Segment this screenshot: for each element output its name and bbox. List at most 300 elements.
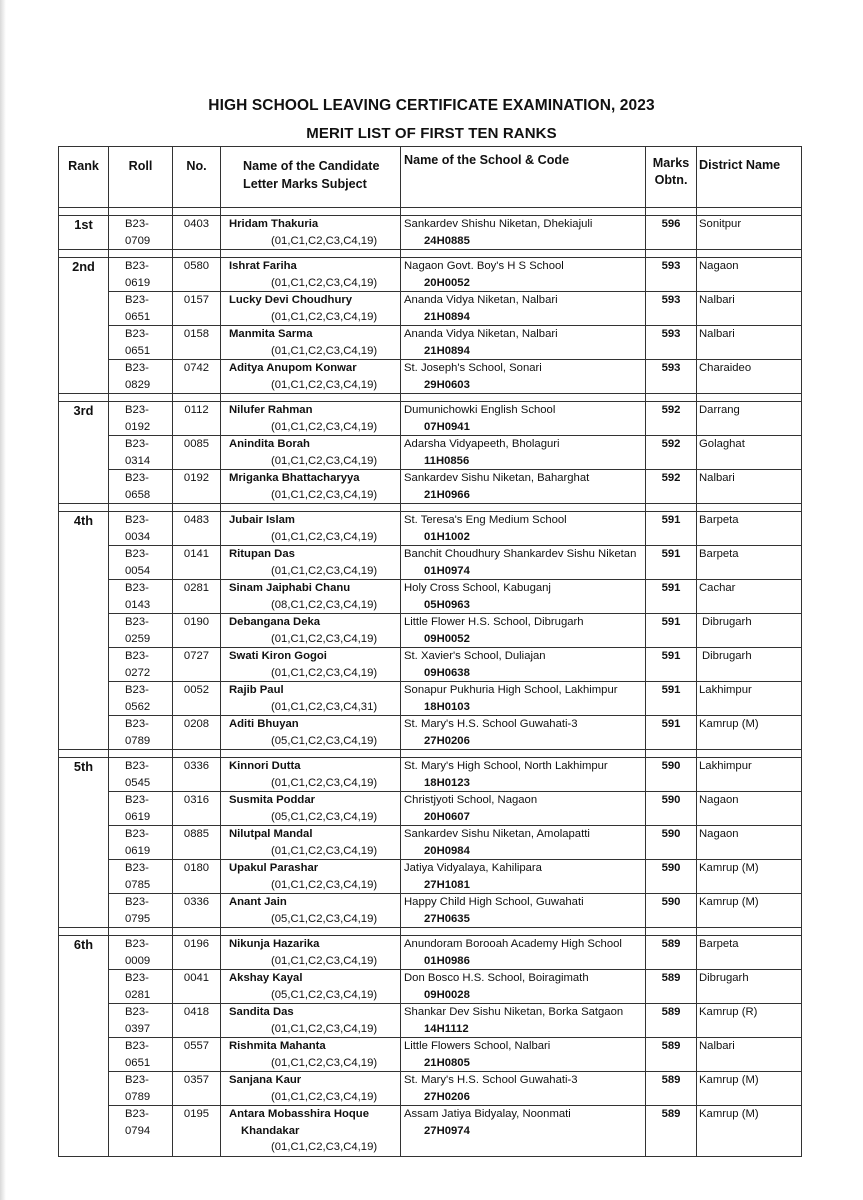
spacer-cell bbox=[401, 208, 646, 216]
candidate-name: Rajib Paul bbox=[229, 684, 284, 696]
school-name: Ananda Vidya Niketan, Nalbari bbox=[404, 294, 558, 306]
table-row bbox=[59, 546, 802, 580]
spacer-cell bbox=[401, 250, 646, 258]
number-cell: 0195 bbox=[173, 1106, 221, 1157]
spacer-cell bbox=[646, 750, 697, 758]
school-name: Sankardev Sishu Niketan, Baharghat bbox=[404, 472, 590, 484]
table-row bbox=[59, 580, 802, 614]
number-cell: 0141 bbox=[173, 546, 221, 580]
candidate-subjects: (01,C1,C2,C3,C4,19) bbox=[271, 878, 378, 891]
marks-cell: 593 bbox=[646, 360, 697, 394]
school-code: 18H0103 bbox=[424, 700, 470, 713]
spacer-cell bbox=[59, 750, 109, 758]
table-row bbox=[59, 826, 802, 860]
candidate-name: Sanjana Kaur bbox=[229, 1074, 302, 1086]
number-cell: 0316 bbox=[173, 792, 221, 826]
district-cell: Nalbari bbox=[697, 326, 802, 360]
table-row bbox=[59, 470, 802, 504]
number-cell: 0357 bbox=[173, 1072, 221, 1106]
candidate-name: Nilufer Rahman bbox=[229, 404, 313, 416]
candidate-cell bbox=[221, 1038, 401, 1072]
spacer-cell bbox=[697, 250, 802, 258]
number-cell: 0336 bbox=[173, 894, 221, 928]
district-cell: Kamrup (M) bbox=[697, 1072, 802, 1106]
school-code: 27H0206 bbox=[424, 734, 470, 747]
school-code: 18H0123 bbox=[424, 776, 470, 789]
school-code: 20H0984 bbox=[424, 844, 470, 857]
candidate-cell bbox=[221, 648, 401, 682]
school-code: 21H0966 bbox=[424, 488, 470, 501]
school-code: 20H0052 bbox=[424, 276, 470, 289]
marks-cell: 589 bbox=[646, 1004, 697, 1038]
spacer-cell bbox=[173, 250, 221, 258]
group-spacer-row bbox=[59, 504, 802, 512]
school-cell bbox=[401, 1038, 646, 1072]
spacer-cell bbox=[173, 750, 221, 758]
school-name: Don Bosco H.S. School, Boiragimath bbox=[404, 972, 589, 984]
roll-cell: B23-0009 bbox=[109, 936, 173, 970]
roll-cell: B23-0651 bbox=[109, 1038, 173, 1072]
spacer-cell bbox=[401, 504, 646, 512]
marks-cell: 589 bbox=[646, 1038, 697, 1072]
candidate-name: Anindita Borah bbox=[229, 438, 310, 450]
candidate-name: Rishmita Mahanta bbox=[229, 1040, 326, 1052]
school-cell bbox=[401, 758, 646, 792]
candidate-name: Ishrat Fariha bbox=[229, 260, 297, 272]
rank-cell: 1st bbox=[59, 216, 109, 250]
candidate-cell bbox=[221, 970, 401, 1004]
number-cell: 0281 bbox=[173, 580, 221, 614]
spacer-cell bbox=[221, 208, 401, 216]
table-row bbox=[59, 716, 802, 750]
candidate-subjects: (05,C1,C2,C3,C4,19) bbox=[271, 988, 378, 1001]
marks-cell: 592 bbox=[646, 470, 697, 504]
marks-cell: 593 bbox=[646, 258, 697, 292]
rank-cell: 5th bbox=[59, 758, 109, 928]
candidate-name: Jubair Islam bbox=[229, 514, 295, 526]
merit-table bbox=[58, 146, 802, 1157]
candidate-name: Lucky Devi Choudhury bbox=[229, 294, 353, 306]
header-district: District Name bbox=[697, 147, 802, 208]
candidate-subjects: (01,C1,C2,C3,C4,19) bbox=[271, 666, 378, 679]
candidate-name: Sandita Das bbox=[229, 1006, 294, 1018]
spacer-cell bbox=[109, 208, 173, 216]
candidate-subjects: (05,C1,C2,C3,C4,19) bbox=[271, 734, 378, 747]
marks-cell: 589 bbox=[646, 1106, 697, 1157]
district-cell: Kamrup (M) bbox=[697, 1106, 802, 1157]
school-cell bbox=[401, 292, 646, 326]
candidate-cell bbox=[221, 716, 401, 750]
candidate-name: Debangana Deka bbox=[229, 616, 321, 628]
candidate-cell bbox=[221, 360, 401, 394]
school-name: Ananda Vidya Niketan, Nalbari bbox=[404, 328, 558, 340]
candidate-name: Nilutpal Mandal bbox=[229, 828, 313, 840]
marks-cell: 589 bbox=[646, 970, 697, 1004]
district-cell: Barpeta bbox=[697, 546, 802, 580]
district-cell: Darrang bbox=[697, 402, 802, 436]
roll-cell: B23-0619 bbox=[109, 826, 173, 860]
roll-cell: B23-0651 bbox=[109, 292, 173, 326]
number-cell: 0885 bbox=[173, 826, 221, 860]
candidate-subjects: (01,C1,C2,C3,C4,31) bbox=[271, 700, 378, 713]
table-row bbox=[59, 402, 802, 436]
spacer-cell bbox=[221, 928, 401, 936]
school-cell bbox=[401, 402, 646, 436]
candidate-subjects: (01,C1,C2,C3,C4,19) bbox=[271, 1090, 378, 1103]
candidate-subjects: (01,C1,C2,C3,C4,19) bbox=[271, 344, 378, 357]
spacer-cell bbox=[646, 928, 697, 936]
number-cell: 0157 bbox=[173, 292, 221, 326]
number-cell: 0158 bbox=[173, 326, 221, 360]
group-spacer-row bbox=[59, 208, 802, 216]
candidate-cell bbox=[221, 470, 401, 504]
group-spacer-row bbox=[59, 250, 802, 258]
candidate-cell bbox=[221, 792, 401, 826]
candidate-cell bbox=[221, 546, 401, 580]
table-row bbox=[59, 648, 802, 682]
district-cell: Nalbari bbox=[697, 1038, 802, 1072]
header-candidate bbox=[221, 147, 401, 208]
school-code: 01H1002 bbox=[424, 530, 470, 543]
candidate-name: Sinam Jaiphabi Chanu bbox=[229, 582, 351, 594]
spacer-cell bbox=[401, 750, 646, 758]
header-marks-line2: Obtn. bbox=[654, 173, 688, 187]
spacer-cell bbox=[697, 394, 802, 402]
school-cell bbox=[401, 792, 646, 826]
candidate-cell bbox=[221, 614, 401, 648]
school-name: St. Xavier's School, Duliajan bbox=[404, 650, 546, 662]
roll-cell: B23-0192 bbox=[109, 402, 173, 436]
header-candidate-line2: Letter Marks Subject bbox=[243, 177, 367, 191]
spacer-cell bbox=[173, 504, 221, 512]
roll-cell: B23-0794 bbox=[109, 1106, 173, 1157]
school-name: Happy Child High School, Guwahati bbox=[404, 896, 584, 908]
school-cell bbox=[401, 436, 646, 470]
marks-cell: 591 bbox=[646, 648, 697, 682]
school-cell bbox=[401, 1072, 646, 1106]
candidate-name-cont: Khandakar bbox=[241, 1124, 300, 1137]
school-cell bbox=[401, 648, 646, 682]
spacer-cell bbox=[59, 250, 109, 258]
candidate-subjects: (01,C1,C2,C3,C4,19) bbox=[271, 310, 378, 323]
spacer-cell bbox=[646, 250, 697, 258]
candidate-subjects: (01,C1,C2,C3,C4,19) bbox=[271, 378, 378, 391]
school-code: 01H0986 bbox=[424, 954, 470, 967]
number-cell: 0041 bbox=[173, 970, 221, 1004]
school-name: Holy Cross School, Kabuganj bbox=[404, 582, 551, 594]
candidate-cell bbox=[221, 1106, 401, 1157]
district-cell: Barpeta bbox=[697, 936, 802, 970]
school-name: Assam Jatiya Bidyalay, Noonmati bbox=[404, 1108, 571, 1120]
candidate-name: Antara Mobasshira Hoque bbox=[229, 1108, 369, 1120]
candidate-cell bbox=[221, 894, 401, 928]
marks-cell: 590 bbox=[646, 860, 697, 894]
number-cell: 0208 bbox=[173, 716, 221, 750]
candidate-subjects: (05,C1,C2,C3,C4,19) bbox=[271, 810, 378, 823]
header-roll: Roll bbox=[109, 147, 173, 208]
table-row bbox=[59, 1038, 802, 1072]
number-cell: 0196 bbox=[173, 936, 221, 970]
spacer-cell bbox=[221, 394, 401, 402]
school-name: Sonapur Pukhuria High School, Lakhimpur bbox=[404, 684, 618, 696]
roll-cell: B23-0272 bbox=[109, 648, 173, 682]
number-cell: 0483 bbox=[173, 512, 221, 546]
spacer-cell bbox=[697, 928, 802, 936]
number-cell: 0192 bbox=[173, 470, 221, 504]
school-cell bbox=[401, 970, 646, 1004]
school-name: Christjyoti School, Nagaon bbox=[404, 794, 538, 806]
school-code: 09H0028 bbox=[424, 988, 470, 1001]
school-cell bbox=[401, 216, 646, 250]
candidate-name: Nikunja Hazarika bbox=[229, 938, 320, 950]
number-cell: 0052 bbox=[173, 682, 221, 716]
header-rank: Rank bbox=[59, 147, 109, 208]
school-name: Nagaon Govt. Boy's H S School bbox=[404, 260, 564, 272]
school-cell bbox=[401, 580, 646, 614]
district-cell: Dibrugarh bbox=[697, 648, 802, 682]
spacer-cell bbox=[173, 394, 221, 402]
candidate-cell bbox=[221, 580, 401, 614]
roll-cell: B23-0034 bbox=[109, 512, 173, 546]
table-row bbox=[59, 1004, 802, 1038]
page-title: HIGH SCHOOL LEAVING CERTIFICATE EXAMINATION, 2023 bbox=[208, 97, 655, 114]
table-row bbox=[59, 1106, 802, 1157]
spacer-cell bbox=[697, 208, 802, 216]
table-row bbox=[59, 512, 802, 546]
district-cell: Dibrugarh bbox=[697, 614, 802, 648]
school-name: St. Mary's High School, North Lakhimpur bbox=[404, 760, 608, 772]
candidate-cell bbox=[221, 936, 401, 970]
spacer-cell bbox=[697, 750, 802, 758]
candidate-cell bbox=[221, 682, 401, 716]
district-cell: Kamrup (M) bbox=[697, 860, 802, 894]
district-cell: Sonitpur bbox=[697, 216, 802, 250]
marks-cell: 592 bbox=[646, 436, 697, 470]
candidate-name: Akshay Kayal bbox=[229, 972, 303, 984]
roll-cell: B23-0789 bbox=[109, 716, 173, 750]
school-code: 01H0974 bbox=[424, 564, 470, 577]
school-code: 21H0894 bbox=[424, 310, 470, 323]
school-cell bbox=[401, 1106, 646, 1157]
school-cell bbox=[401, 360, 646, 394]
spacer-cell bbox=[109, 250, 173, 258]
school-name: Banchit Choudhury Shankardev Sishu Niketan bbox=[404, 548, 637, 560]
district-cell: Barpeta bbox=[697, 512, 802, 546]
roll-cell: B23-0795 bbox=[109, 894, 173, 928]
candidate-subjects: (01,C1,C2,C3,C4,19) bbox=[271, 488, 378, 501]
group-spacer-row bbox=[59, 928, 802, 936]
candidate-subjects: (01,C1,C2,C3,C4,19) bbox=[271, 454, 378, 467]
roll-cell: B23-0658 bbox=[109, 470, 173, 504]
school-cell bbox=[401, 826, 646, 860]
candidate-subjects: (01,C1,C2,C3,C4,19) bbox=[271, 1022, 378, 1035]
candidate-subjects: (01,C1,C2,C3,C4,19) bbox=[271, 530, 378, 543]
school-code: 11H0856 bbox=[424, 454, 470, 467]
school-name: St. Joseph's School, Sonari bbox=[404, 362, 542, 374]
rank-cell: 2nd bbox=[59, 258, 109, 394]
number-cell: 0112 bbox=[173, 402, 221, 436]
candidate-name: Ritupan Das bbox=[229, 548, 295, 560]
number-cell: 0403 bbox=[173, 216, 221, 250]
candidate-cell bbox=[221, 402, 401, 436]
school-name: Jatiya Vidyalaya, Kahilipara bbox=[404, 862, 542, 874]
spacer-cell bbox=[646, 208, 697, 216]
school-code: 07H0941 bbox=[424, 420, 470, 433]
spacer-cell bbox=[221, 250, 401, 258]
table-row bbox=[59, 292, 802, 326]
rank-cell: 4th bbox=[59, 512, 109, 750]
number-cell: 0580 bbox=[173, 258, 221, 292]
roll-cell: B23-0545 bbox=[109, 758, 173, 792]
candidate-subjects: (01,C1,C2,C3,C4,19) bbox=[271, 420, 378, 433]
candidate-name: Aditya Anupom Konwar bbox=[229, 362, 357, 374]
marks-cell: 589 bbox=[646, 936, 697, 970]
roll-cell: B23-0789 bbox=[109, 1072, 173, 1106]
roll-cell: B23-0143 bbox=[109, 580, 173, 614]
candidate-cell bbox=[221, 758, 401, 792]
number-cell: 0180 bbox=[173, 860, 221, 894]
table-row bbox=[59, 436, 802, 470]
roll-cell: B23-0829 bbox=[109, 360, 173, 394]
candidate-cell bbox=[221, 258, 401, 292]
table-row bbox=[59, 936, 802, 970]
school-name: Anundoram Borooah Academy High School bbox=[404, 938, 622, 950]
candidate-name: Anant Jain bbox=[229, 896, 287, 908]
candidate-subjects: (01,C1,C2,C3,C4,19) bbox=[271, 564, 378, 577]
candidate-cell bbox=[221, 860, 401, 894]
candidate-subjects: (01,C1,C2,C3,C4,19) bbox=[271, 954, 378, 967]
marks-cell: 590 bbox=[646, 894, 697, 928]
spacer-cell bbox=[646, 504, 697, 512]
school-code: 27H1081 bbox=[424, 878, 470, 891]
header-marks bbox=[646, 147, 697, 208]
school-code: 09H0052 bbox=[424, 632, 470, 645]
table-body bbox=[59, 208, 802, 1157]
school-cell bbox=[401, 546, 646, 580]
rank-cell: 6th bbox=[59, 936, 109, 1157]
spacer-cell bbox=[646, 394, 697, 402]
district-cell: Cachar bbox=[697, 580, 802, 614]
header-candidate-line1: Name of the Candidate bbox=[243, 159, 380, 173]
number-cell: 0418 bbox=[173, 1004, 221, 1038]
marks-cell: 590 bbox=[646, 758, 697, 792]
number-cell: 0336 bbox=[173, 758, 221, 792]
marks-cell: 589 bbox=[646, 1072, 697, 1106]
roll-cell: B23-0619 bbox=[109, 792, 173, 826]
school-code: 27H0635 bbox=[424, 912, 470, 925]
number-cell: 0557 bbox=[173, 1038, 221, 1072]
school-name: St. Teresa's Eng Medium School bbox=[404, 514, 567, 526]
marks-cell: 593 bbox=[646, 292, 697, 326]
roll-cell: B23-0651 bbox=[109, 326, 173, 360]
table-row bbox=[59, 326, 802, 360]
school-code: 27H0974 bbox=[424, 1124, 470, 1137]
district-cell: Nagaon bbox=[697, 826, 802, 860]
table-row bbox=[59, 258, 802, 292]
candidate-name: Hridam Thakuria bbox=[229, 218, 319, 230]
spacer-cell bbox=[173, 208, 221, 216]
table-row bbox=[59, 792, 802, 826]
candidate-name: Kinnori Dutta bbox=[229, 760, 301, 772]
spacer-cell bbox=[59, 208, 109, 216]
candidate-subjects: (05,C1,C2,C3,C4,19) bbox=[271, 912, 378, 925]
candidate-cell bbox=[221, 1004, 401, 1038]
roll-cell: B23-0785 bbox=[109, 860, 173, 894]
marks-cell: 596 bbox=[646, 216, 697, 250]
header-no: No. bbox=[173, 147, 221, 208]
school-code: 21H0894 bbox=[424, 344, 470, 357]
table-row bbox=[59, 360, 802, 394]
marks-cell: 590 bbox=[646, 792, 697, 826]
school-cell bbox=[401, 716, 646, 750]
number-cell: 0727 bbox=[173, 648, 221, 682]
school-code: 27H0206 bbox=[424, 1090, 470, 1103]
school-name: Little Flower H.S. School, Dibrugarh bbox=[404, 616, 584, 628]
school-cell bbox=[401, 614, 646, 648]
spacer-cell bbox=[109, 504, 173, 512]
candidate-name: Swati Kiron Gogoi bbox=[229, 650, 327, 662]
marks-cell: 592 bbox=[646, 402, 697, 436]
marks-cell: 591 bbox=[646, 716, 697, 750]
school-cell bbox=[401, 512, 646, 546]
table-row bbox=[59, 894, 802, 928]
district-cell: Lakhimpur bbox=[697, 758, 802, 792]
candidate-cell bbox=[221, 512, 401, 546]
district-cell: Dibrugarh bbox=[697, 970, 802, 1004]
school-name: St. Mary's H.S. School Guwahati-3 bbox=[404, 718, 578, 730]
school-cell bbox=[401, 1004, 646, 1038]
rank-cell: 3rd bbox=[59, 402, 109, 504]
school-cell bbox=[401, 936, 646, 970]
school-name: Sankardev Sishu Niketan, Amolapatti bbox=[404, 828, 590, 840]
district-cell: Nagaon bbox=[697, 258, 802, 292]
number-cell: 0085 bbox=[173, 436, 221, 470]
candidate-subjects: (01,C1,C2,C3,C4,19) bbox=[271, 776, 378, 789]
roll-cell: B23-0314 bbox=[109, 436, 173, 470]
roll-cell: B23-0281 bbox=[109, 970, 173, 1004]
spacer-cell bbox=[697, 504, 802, 512]
candidate-subjects: (08,C1,C2,C3,C4,19) bbox=[271, 598, 378, 611]
table-row bbox=[59, 970, 802, 1004]
school-name: Shankar Dev Sishu Niketan, Borka Satgaon bbox=[404, 1006, 624, 1018]
school-name: Little Flowers School, Nalbari bbox=[404, 1040, 551, 1052]
district-cell: Lakhimpur bbox=[697, 682, 802, 716]
candidate-subjects: (01,C1,C2,C3,C4,19) bbox=[271, 1056, 378, 1069]
marks-cell: 591 bbox=[646, 512, 697, 546]
spacer-cell bbox=[221, 504, 401, 512]
marks-cell: 593 bbox=[646, 326, 697, 360]
roll-cell: B23-0397 bbox=[109, 1004, 173, 1038]
school-code: 21H0805 bbox=[424, 1056, 470, 1069]
spacer-cell bbox=[109, 928, 173, 936]
roll-cell: B23-0709 bbox=[109, 216, 173, 250]
candidate-cell bbox=[221, 326, 401, 360]
roll-cell: B23-0259 bbox=[109, 614, 173, 648]
candidate-name: Manmita Sarma bbox=[229, 328, 313, 340]
number-cell: 0742 bbox=[173, 360, 221, 394]
district-cell: Nalbari bbox=[697, 292, 802, 326]
roll-cell: B23-0619 bbox=[109, 258, 173, 292]
table-row bbox=[59, 682, 802, 716]
table-row bbox=[59, 758, 802, 792]
header-school: Name of the School & Code bbox=[401, 147, 646, 208]
roll-cell: B23-0054 bbox=[109, 546, 173, 580]
school-cell bbox=[401, 860, 646, 894]
candidate-cell bbox=[221, 826, 401, 860]
school-cell bbox=[401, 894, 646, 928]
candidate-cell bbox=[221, 216, 401, 250]
marks-cell: 591 bbox=[646, 682, 697, 716]
